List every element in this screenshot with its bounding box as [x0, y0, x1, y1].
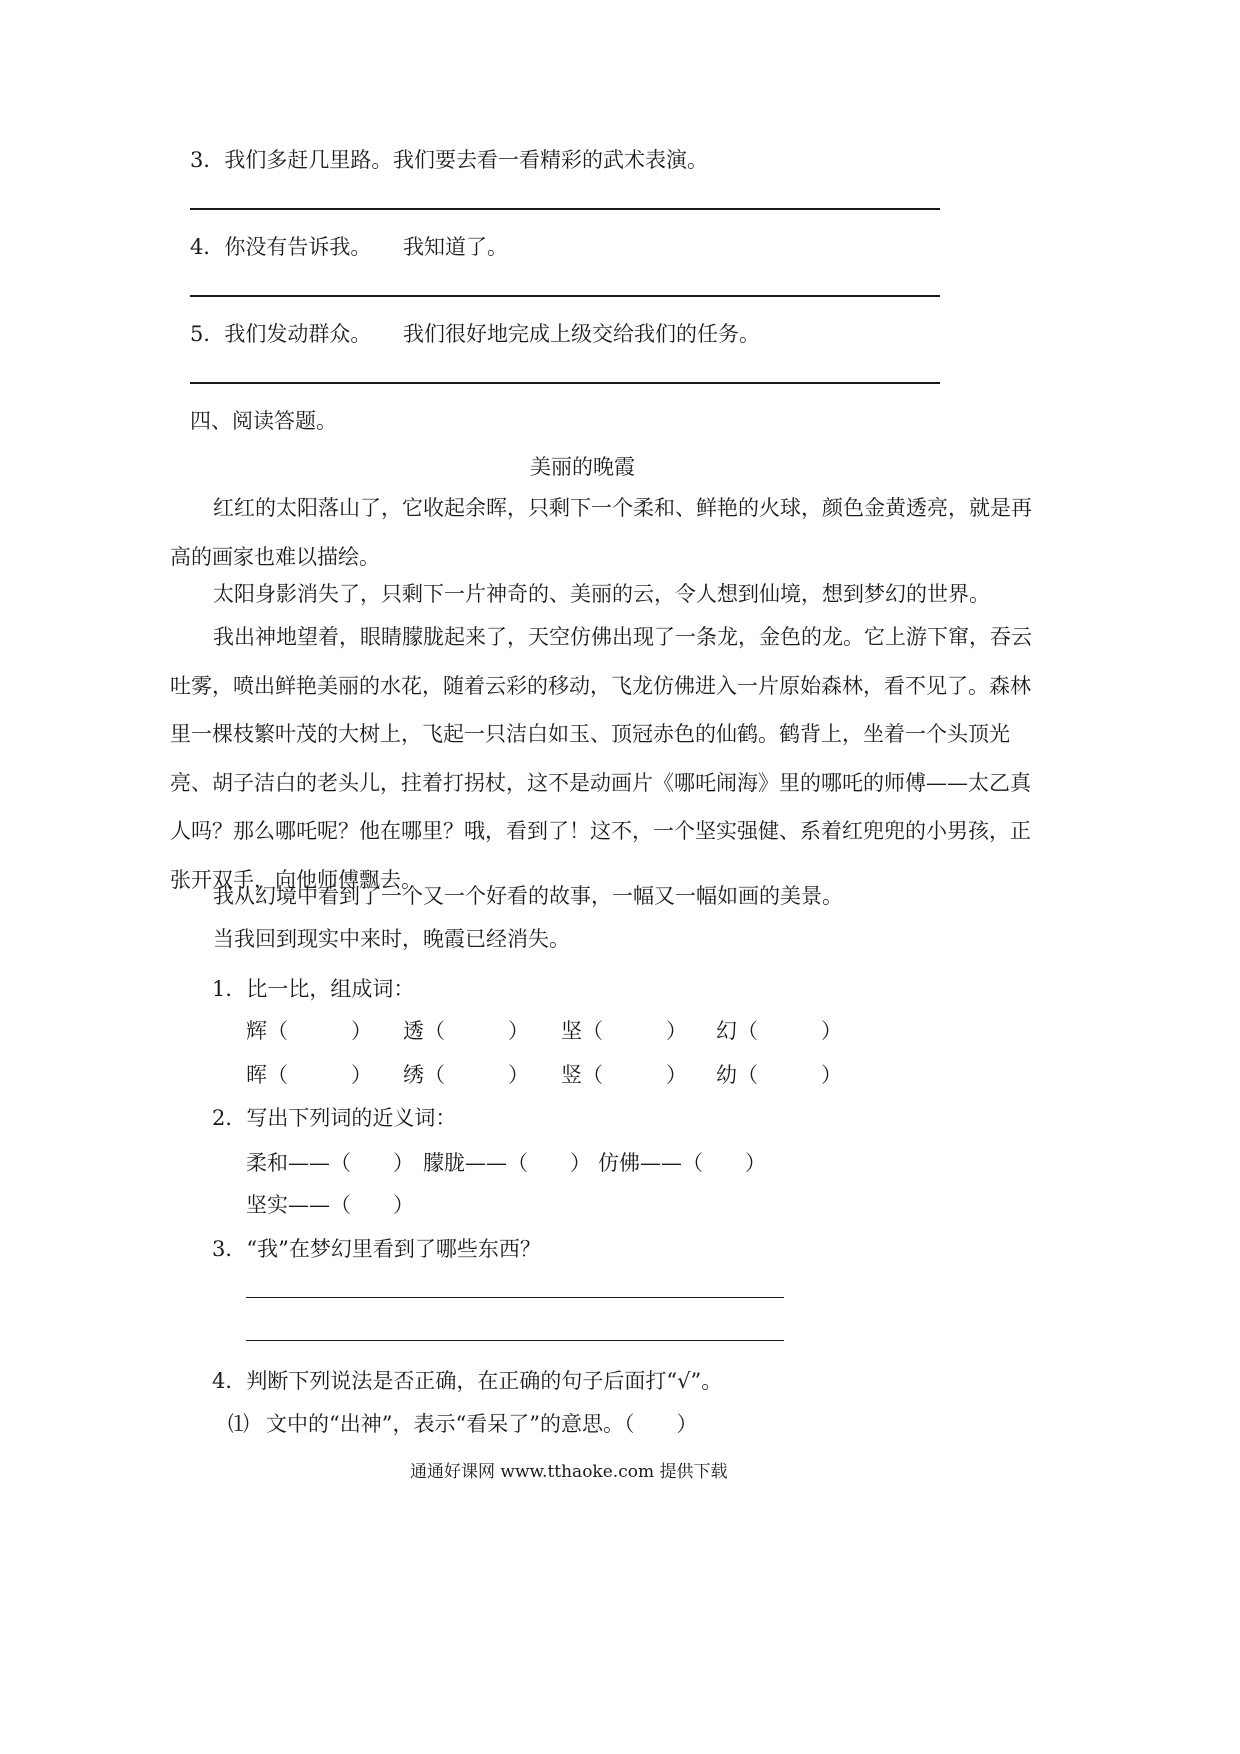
q1-row2-item1: 晖（ ）	[246, 1063, 372, 1087]
sentence-5-part1: 我们发动群众。	[224, 322, 372, 346]
sentence-5-part2: 我们很好地完成上级交给我们的任务。	[403, 322, 760, 346]
passage-paragraph-2: 太阳身影消失了，只剩下一片神奇的、美丽的云，令人想到仙境，想到梦幻的世界。	[213, 582, 990, 606]
q2-item1: 柔和——（ ）	[246, 1151, 414, 1175]
sentence-3-number: 3．	[190, 148, 225, 172]
sentence-4-part2: 我知道了。	[403, 235, 508, 259]
sentence-5-number: 5．	[190, 322, 225, 346]
sentence-5	[190, 318, 371, 348]
answer-line-4	[190, 295, 940, 297]
question-1-label: 1．比一比，组成词：	[212, 977, 415, 1001]
passage-paragraph-5: 当我回到现实中来时，晚霞已经消失。	[213, 927, 570, 951]
q1-row2-item3: 竖（ ）	[561, 1063, 687, 1087]
passage-paragraph-4: 我从幻境中看到了一个又一个好看的故事，一幅又一幅如画的美景。	[213, 884, 843, 908]
q2-item2: 朦胧——（ ）	[423, 1151, 591, 1175]
q1-row2-item4: 幼（ ）	[716, 1063, 842, 1087]
answer-line-3	[190, 208, 940, 210]
answer-line-5	[190, 382, 940, 384]
q2-item4: 坚实——（ ）	[246, 1193, 414, 1217]
q1-row1-item3: 坚（ ）	[561, 1019, 687, 1043]
passage-paragraph-1: 红红的太阳落山了，它收起余晖，只剩下一个柔和、鲜艳的火球，颜色金黄透亮，就是再高的画家也难以描绘。	[170, 496, 1032, 569]
question-4-label: 4．判断下列说法是否正确，在正确的句子后面打“√”。	[212, 1369, 723, 1393]
q1-row1-item2: 透（ ）	[403, 1019, 529, 1043]
q4-item1-number: ⑴	[228, 1412, 249, 1436]
q1-row1-item1: 辉（ ）	[246, 1019, 372, 1043]
sentence-4-number: 4．	[190, 235, 225, 259]
sentence-4	[190, 231, 371, 261]
section-heading: 四、阅读答题。	[190, 409, 337, 433]
q2-item3: 仿佛——（ ）	[598, 1151, 766, 1175]
question-3-label: 3．“我”在梦幻里看到了哪些东西？	[212, 1237, 541, 1261]
q3-answer-line-2	[246, 1340, 784, 1341]
passage-paragraph-3: 我出神地望着，眼睛朦胧起来了，天空仿佛出现了一条龙，金色的龙。它上游下窜，吞云吐雾，喷出鲜艳美丽的水花，随着云彩的移动，飞龙仿佛进入一片原始森林，看不见了。森林里一棵枝繁叶茂的大树上，飞起一只洁白如玉、顶冠赤色的仙鹤。鹤背上，坐着一个头顶光亮、胡子洁白的老头儿，拄着打拐杖，这不是动画片《哪吒闹海》里的哪吒的师傅——太乙真人吗？那么哪吒呢？他在哪里？哦，看到了！这不，一个坚实强健、系着红兜兜的小男孩，正张开双手，向他师傅飘去。	[170, 625, 1032, 892]
q1-row2-item2: 绣（ ）	[403, 1063, 529, 1087]
sentence-4-part1: 你没有告诉我。	[224, 235, 372, 259]
question-2-label: 2．写出下列词的近义词：	[212, 1106, 457, 1130]
sentence-3-part1: 我们多赶几里路。	[224, 148, 393, 172]
sentence-3	[190, 144, 392, 174]
page-footer: 通通好课网 www.tthaoke.com 提供下载	[410, 1462, 728, 1482]
q4-item1-text: 文中的“出神”，表示“看呆了”的意思。（ ）	[266, 1412, 698, 1436]
q3-answer-line-1	[246, 1297, 784, 1298]
sentence-3-part2: 我们要去看一看精彩的武术表演。	[393, 148, 708, 172]
passage-title: 美丽的晚霞	[530, 455, 635, 479]
q1-row1-item4: 幻（ ）	[716, 1019, 842, 1043]
